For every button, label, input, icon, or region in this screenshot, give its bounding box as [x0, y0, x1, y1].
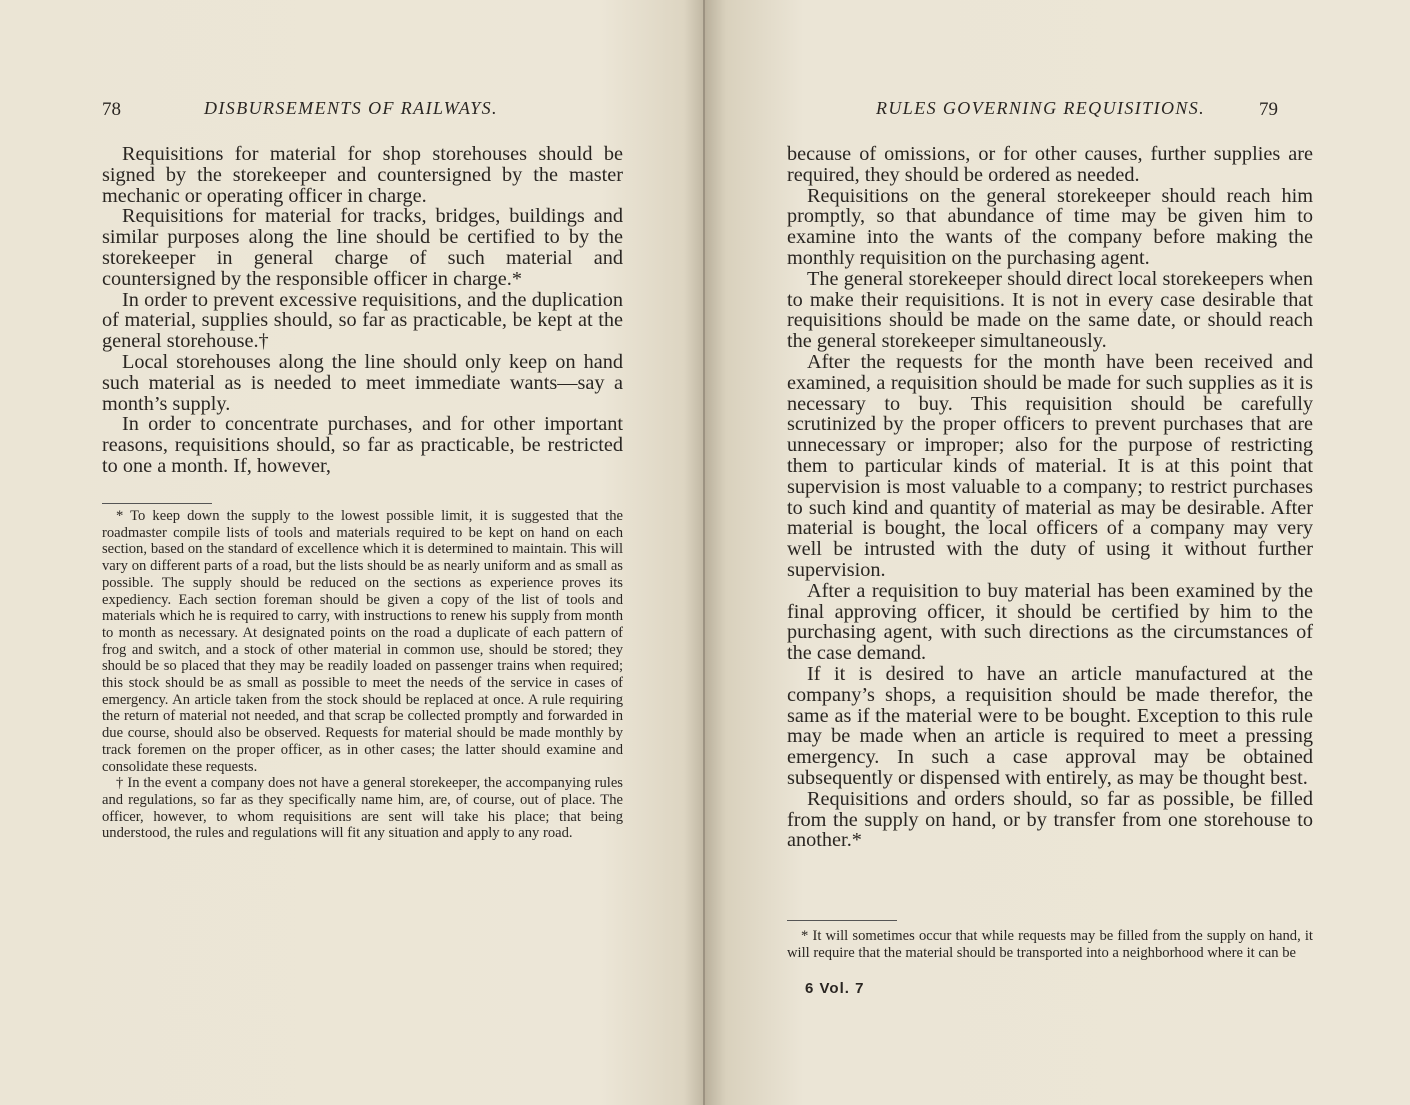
running-head: DISBURSEMENTS OF RAILWAYS. — [204, 98, 498, 118]
paragraph: Local storehouses along the line should only keep on hand such material as is needed to meet immediate wants—say a month’s supply. — [102, 350, 623, 415]
left-footnotes — [102, 508, 623, 842]
page-number: 79 — [1259, 99, 1278, 120]
footnote: * To keep down the supply to the lowest possible limit, it is suggested that the roadmaster compile lists of tools and materials required to be kept on hand on each section, based on the standard of excellence which it is determined to maintain. This will vary on different parts of a road, but the lists should be as nearly uniform and as small as possible. The supply should be reduced on the sections as experience proves its expediency. Each section foreman should be given a copy of the list of tools and materials which he is required to carry, with instructions to renew his supply from month to month as necessary. At designated points on the road a duplicate of each pattern of frog and switch, and a stock of other material in common use, should be stored; they should be so placed that they may be readily loaded on passenger trains when required; this stock should be as small as possible to meet the needs of the service in cases of emergency. An article taken from the stock should be replaced at once. A rule requiring the return of material not needed, and that scrap be collected promptly and forwarded in due course, should also be observed. Requests for material should be made monthly by track foremen on the proper officer, as in other cases; the latter should examine and consolidate these requests. — [102, 508, 623, 775]
right-body-text — [787, 144, 1313, 851]
right-page — [705, 0, 1410, 1105]
paragraph: If it is desired to have an article manufactured at the company’s shops, a requisition should be made therefor, the same as if the material were to be bought. Exception to this rule may be made when an article is required to meet a pressing emergency. In such a case approval may be obtained subsequently or dispensed with entirely, as may be thought best. — [787, 662, 1313, 789]
signature-mark: 6 Vol. 7 — [805, 980, 865, 997]
paragraph-continuation: because of omissions, or for other causes, further supplies are required, they should be ordered as needed. — [787, 143, 1313, 186]
running-head: RULES GOVERNING REQUISITIONS. — [876, 98, 1206, 118]
paragraph: In order to concentrate purchases, and for other important reasons, requisitions should, so far as practicable, be restricted to one a month. If, however, — [102, 413, 623, 477]
paragraph: In order to prevent excessive requisitions, and the duplication of material, supplies should, so far as practicable, be kept at the general storehouse.† — [102, 288, 623, 353]
paragraph: Requisitions for material for tracks, bridges, buildings and similar purposes along the line should be certified to by the storekeeper in general charge of such material and countersigned by the responsible officer in charge.* — [102, 205, 623, 290]
paragraph: The general storekeeper should direct local storekeepers when to make their requisitions. It is not in every case desirable that requisitions should be made on the same date, or should reach the general storekeeper simultaneously. — [787, 267, 1313, 353]
paragraph: Requisitions and orders should, so far as possible, be filled from the supply on hand, or by transfer from one storehouse to another.* — [787, 787, 1313, 852]
right-footnotes — [787, 928, 1313, 961]
left-body-text — [102, 144, 623, 477]
paragraph: After the requests for the month have been received and examined, a requisition should be made for such supplies as it is necessary to buy. This requisition should be carefully scrutinized by the proper officers to prevent purchases that are unnecessary or improper; also for the purpose of restricting them to particular kinds of material. It is at this point that supervision is most valuable to a company; to restrict purchases to such kind and quantity of material as may be desirable. After material is bought, the local officers of a company may very well be intrusted with the duty of using it without further supervision. — [787, 350, 1313, 581]
page-number: 78 — [102, 99, 121, 120]
footnote: * It will sometimes occur that while requests may be filled from the supply on hand, it will require that the material should be transported into a neighborhood where it can be — [787, 928, 1313, 961]
paragraph: Requisitions for material for shop storehouses should be signed by the storekeeper and countersigned by the master mechanic or operating officer in charge. — [102, 143, 623, 207]
footnote-rule — [787, 920, 897, 921]
paragraph: Requisitions on the general storekeeper should reach him promptly, so that abundance of time may be given him to examine into the wants of the company before making the monthly requisition on the purchasing agent. — [787, 184, 1313, 269]
footnote: † In the event a company does not have a general storekeeper, the accompanying rules and regulations, so far as they specifically name him, are, of course, out of place. The officer, however, to whom requisitions are sent will take his place; that being understood, the rules and regulations will fit any situation and apply to any road. — [102, 775, 623, 842]
paragraph: After a requisition to buy material has been examined by the final approving officer, it should be certified by him to the purchasing agent, with such directions as the circumstances of the case demand. — [787, 579, 1313, 665]
footnote-rule — [102, 503, 212, 504]
